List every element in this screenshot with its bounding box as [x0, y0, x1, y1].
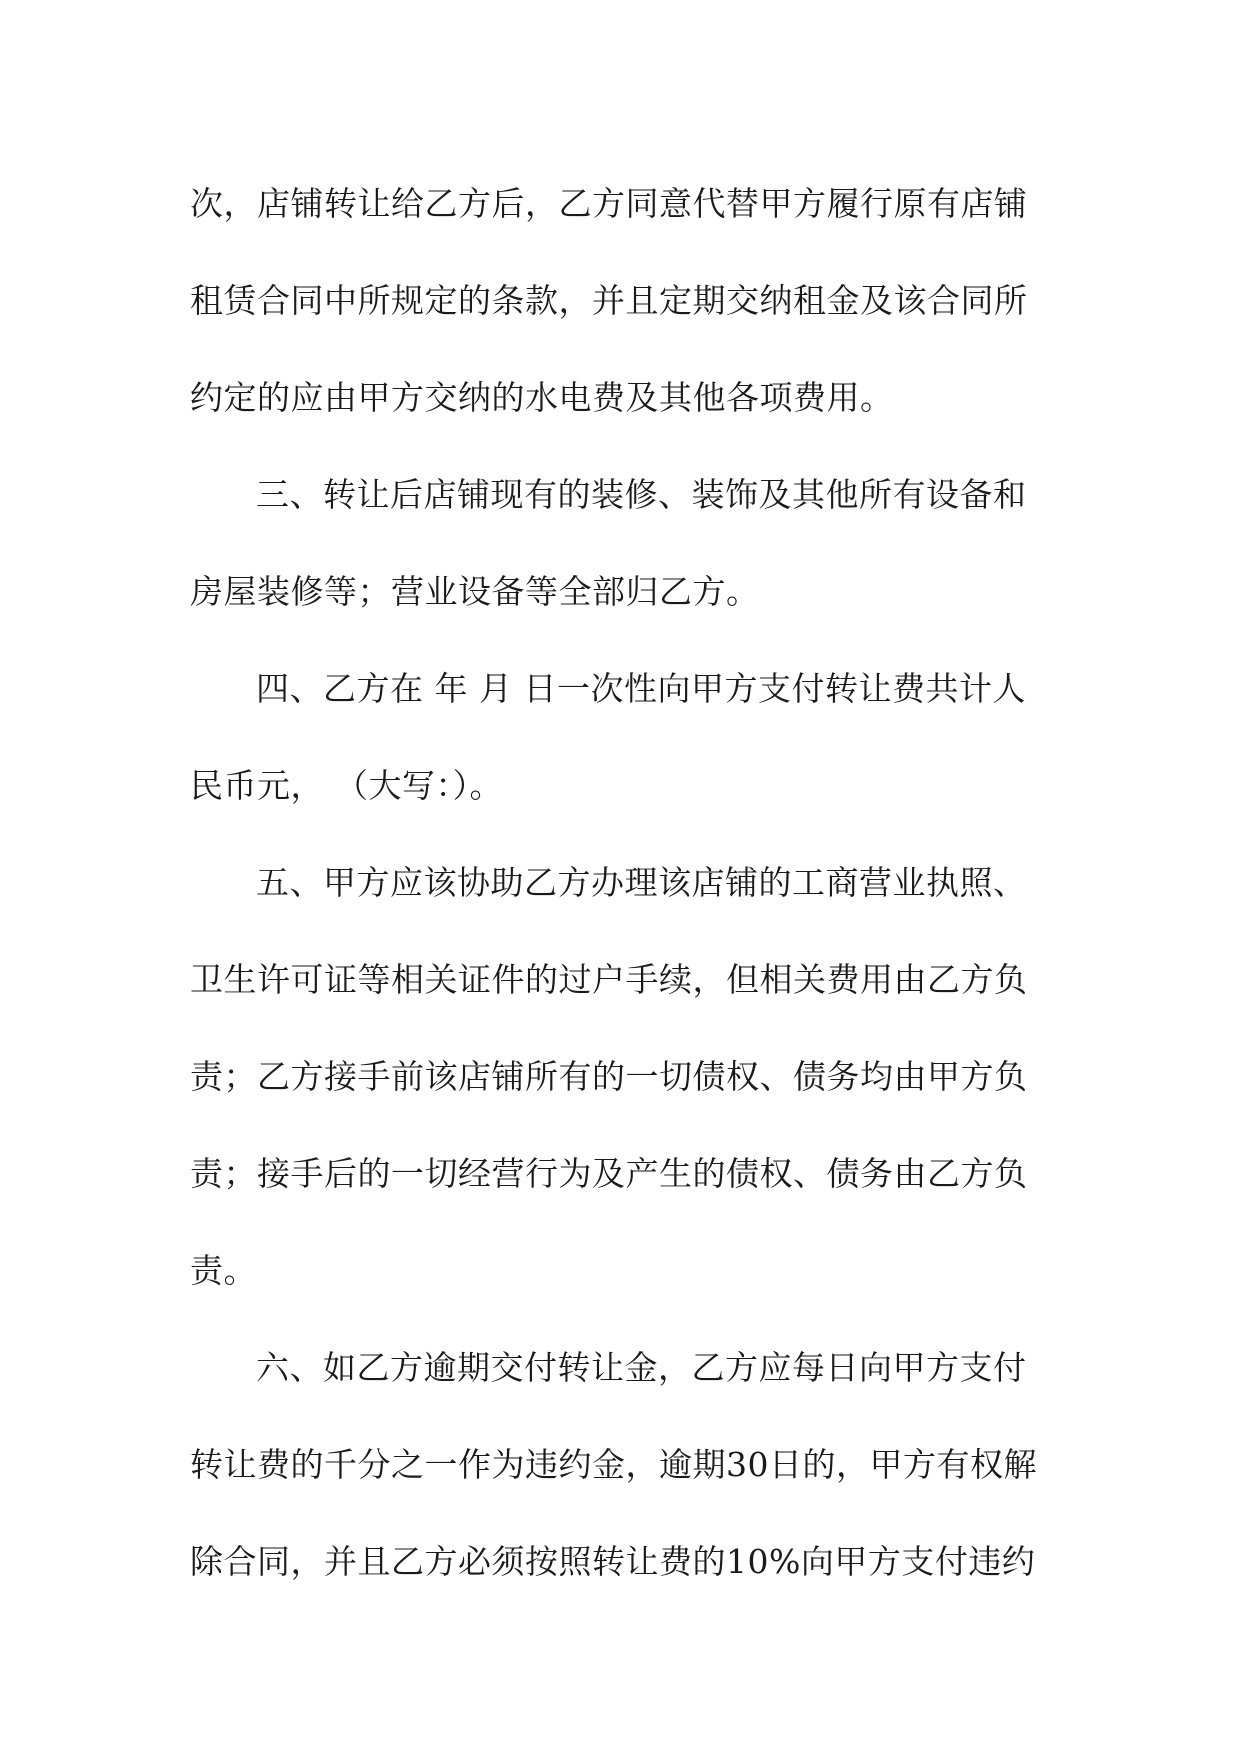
paragraph-four-start: 四、乙方在 年 月 日一次性向甲方支付转让费共计人	[256, 669, 1026, 708]
text-line: 租赁合同中所规定的条款，并且定期交纳租金及该合同所	[190, 281, 1028, 320]
text-line: 约定的应由甲方交纳的水电费及其他各项费用。	[190, 378, 894, 417]
text-line: 次，店铺转让给乙方后，乙方同意代替甲方履行原有店铺	[190, 184, 1028, 223]
text-line: 除合同，并且乙方必须按照转让费的10%向甲方支付违约	[190, 1542, 1036, 1581]
text-line: 民币元， （大写：）。	[190, 766, 503, 805]
paragraph-six-start: 六、如乙方逾期交付转让金，乙方应每日向甲方支付	[256, 1348, 1027, 1387]
paragraph-five-start: 五、甲方应该协助乙方办理该店铺的工商营业执照、	[256, 863, 1027, 902]
text-line: 房屋装修等；营业设备等全部归乙方。	[190, 572, 760, 611]
text-line: 卫生许可证等相关证件的过户手续，但相关费用由乙方负	[190, 960, 1028, 999]
text-line: 责；接手后的一切经营行为及产生的债权、债务由乙方负	[190, 1154, 1028, 1193]
text-line: 责；乙方接手前该店铺所有的一切债权、债务均由甲方负	[190, 1057, 1028, 1096]
text-line: 转让费的千分之一作为违约金，逾期30日的，甲方有权解	[190, 1445, 1037, 1484]
text-line: 责。	[190, 1251, 257, 1290]
paragraph-three-start: 三、转让后店铺现有的装修、装饰及其他所有设备和	[256, 475, 1027, 514]
